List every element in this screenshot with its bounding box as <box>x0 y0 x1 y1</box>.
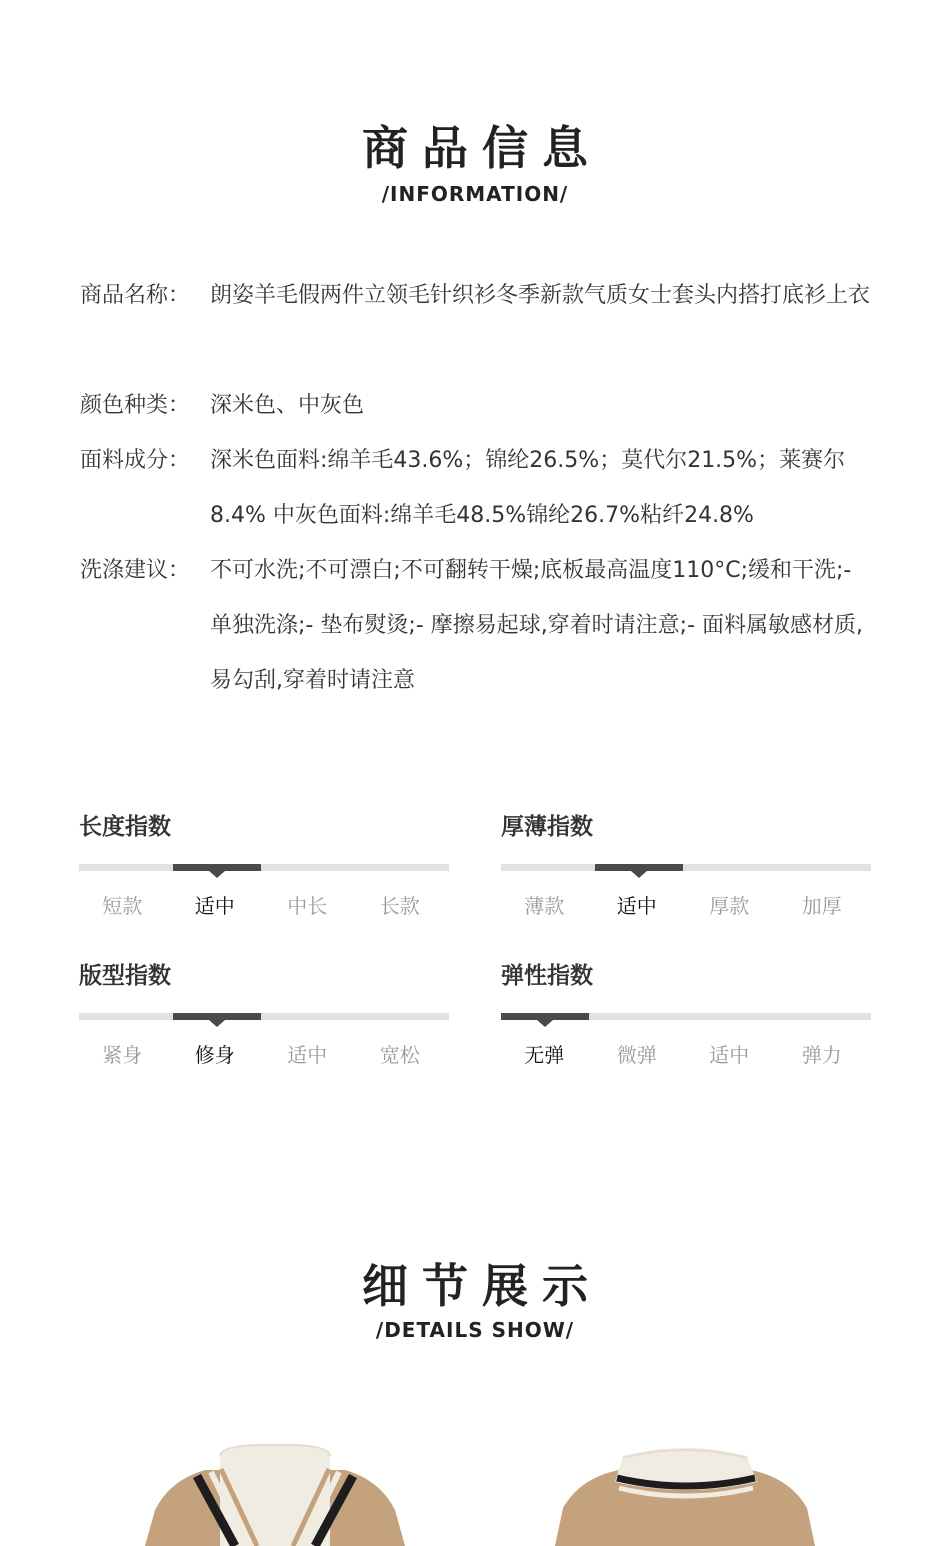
info-row-material <box>80 433 880 543</box>
index-option: 适中 <box>287 1043 328 1067</box>
index-option: 厚款 <box>709 894 750 918</box>
index-option: 紧身 <box>102 1043 143 1067</box>
index-option: 适中 <box>194 894 235 918</box>
index-indicator <box>173 1013 261 1020</box>
index-option: 薄款 <box>524 894 565 918</box>
info-value: 深米色面料:绵羊毛43.6%；锦纶26.5%；莫代尔21.5%；莱赛尔8.4% 中灰色面料:绵羊毛48.5%锦纶26.7%粘纤24.8% <box>210 448 846 528</box>
length-index <box>79 812 449 918</box>
info-row-care <box>80 543 880 708</box>
index-indicator <box>595 864 683 871</box>
sweater-collar-front-image <box>125 1400 425 1546</box>
fit-index <box>79 961 449 1067</box>
index-option: 无弹 <box>524 1043 565 1067</box>
index-option: 适中 <box>616 894 657 918</box>
info-label: 面料成分： <box>80 448 191 473</box>
index-option: 中长 <box>287 894 328 918</box>
index-options <box>79 890 449 919</box>
details-section-title: 细节展示 <box>362 1259 602 1313</box>
info-row-color <box>80 378 880 433</box>
index-title: 弹性指数 <box>501 963 593 989</box>
detail-photo-back <box>535 1400 835 1546</box>
index-title: 厚薄指数 <box>501 814 593 840</box>
sweater-collar-back-image <box>535 1400 835 1546</box>
index-option: 宽松 <box>379 1043 420 1067</box>
index-indicator <box>501 1013 589 1020</box>
info-label: 颜色种类： <box>80 393 191 418</box>
elasticity-index <box>501 961 871 1067</box>
index-options <box>501 1039 871 1068</box>
index-options <box>79 1039 449 1068</box>
index-indicator <box>173 864 261 871</box>
index-option: 长款 <box>379 894 420 918</box>
thickness-index <box>501 812 871 918</box>
index-option: 短款 <box>102 894 143 918</box>
detail-photo-front <box>125 1400 425 1546</box>
info-label: 洗涤建议： <box>80 558 191 583</box>
index-option: 修身 <box>194 1043 235 1067</box>
index-option: 微弹 <box>616 1043 657 1067</box>
index-track <box>501 1013 871 1020</box>
index-option: 加厚 <box>801 894 842 918</box>
info-section-title: 商品信息 <box>362 121 602 175</box>
info-value: 不可水洗;不可漂白;不可翻转干燥;底板最高温度110°C;缓和干洗;- 单独洗涤;- 垫布熨烫;- 摩擦易起球,穿着时请注意;- 面料属敏感材质,易勾刮,穿着时请注意 <box>210 558 864 693</box>
index-track <box>501 864 871 871</box>
info-label: 商品名称： <box>80 283 191 308</box>
info-section-subtitle: /INFORMATION/ <box>381 182 569 206</box>
index-track <box>79 864 449 871</box>
info-value: 深米色、中灰色 <box>210 393 365 418</box>
index-title: 版型指数 <box>79 963 171 989</box>
index-options <box>501 890 871 919</box>
details-section-subtitle: /DETAILS SHOW/ <box>375 1318 575 1342</box>
index-option: 弹力 <box>801 1043 842 1067</box>
info-row-name <box>80 268 880 323</box>
index-option: 适中 <box>709 1043 750 1067</box>
index-track <box>79 1013 449 1020</box>
index-title: 长度指数 <box>79 814 171 840</box>
info-value: 朗姿羊毛假两件立领毛针织衫冬季新款气质女士套头内搭打底衫上衣 <box>210 283 871 308</box>
